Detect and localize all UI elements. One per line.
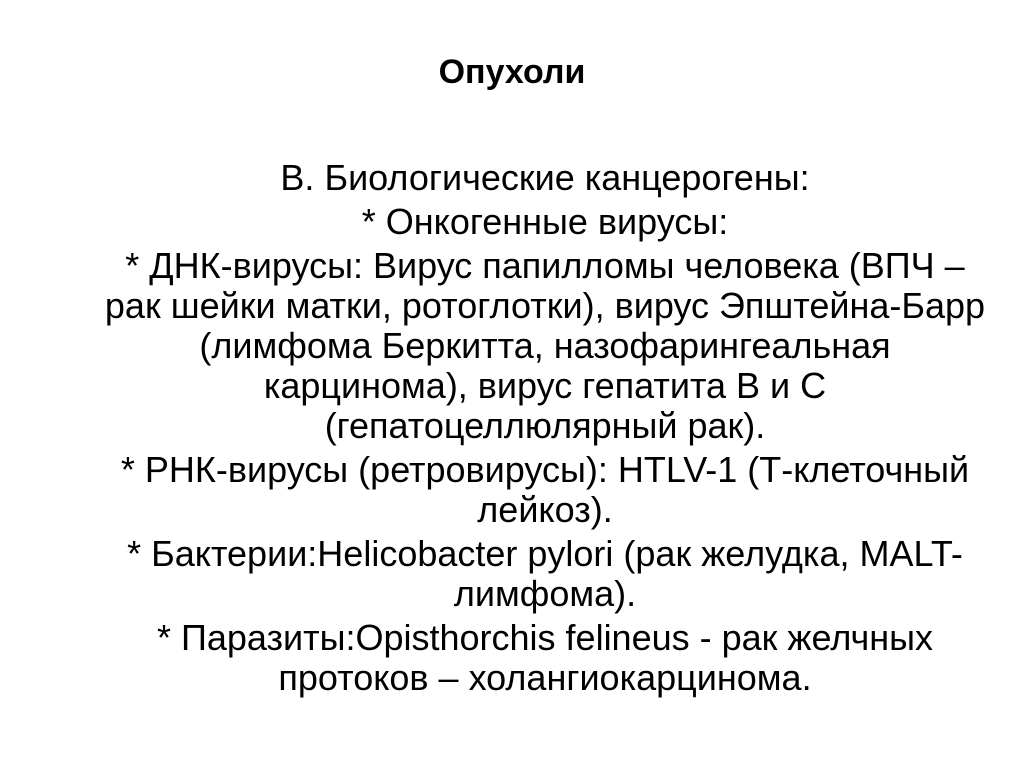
slide-body <box>100 158 990 702</box>
section-heading: В. Биологические канцерогены: <box>280 157 810 198</box>
slide-title: Опухоли <box>438 53 586 91</box>
bullet-oncogenic-viruses: * Онкогенные вирусы: <box>361 201 729 242</box>
bullet-parasites: * Паразиты:Opisthorchis felineus - рак желчных протоков – холангиокарцинома. <box>156 617 934 698</box>
bullet-dna-viruses: * ДНК-вирусы: Вирус папилломы человека (ВПЧ – рак шейки матки, ротоглотки), вирус Эпштейна-Барр (лимфома Беркитта, назофарингеальная карцинома), вирус гепатита В и С (гепатоцеллюлярный рак). <box>104 245 986 446</box>
bullet-rna-viruses: * РНК-вирусы (ретровирусы): HTLV-1 (Т-клеточный лейкоз). <box>120 449 970 530</box>
bullet-bacteria: * Бактерии:Helicobacter pylori (рак желудка, MALT-лимфома). <box>127 533 963 614</box>
